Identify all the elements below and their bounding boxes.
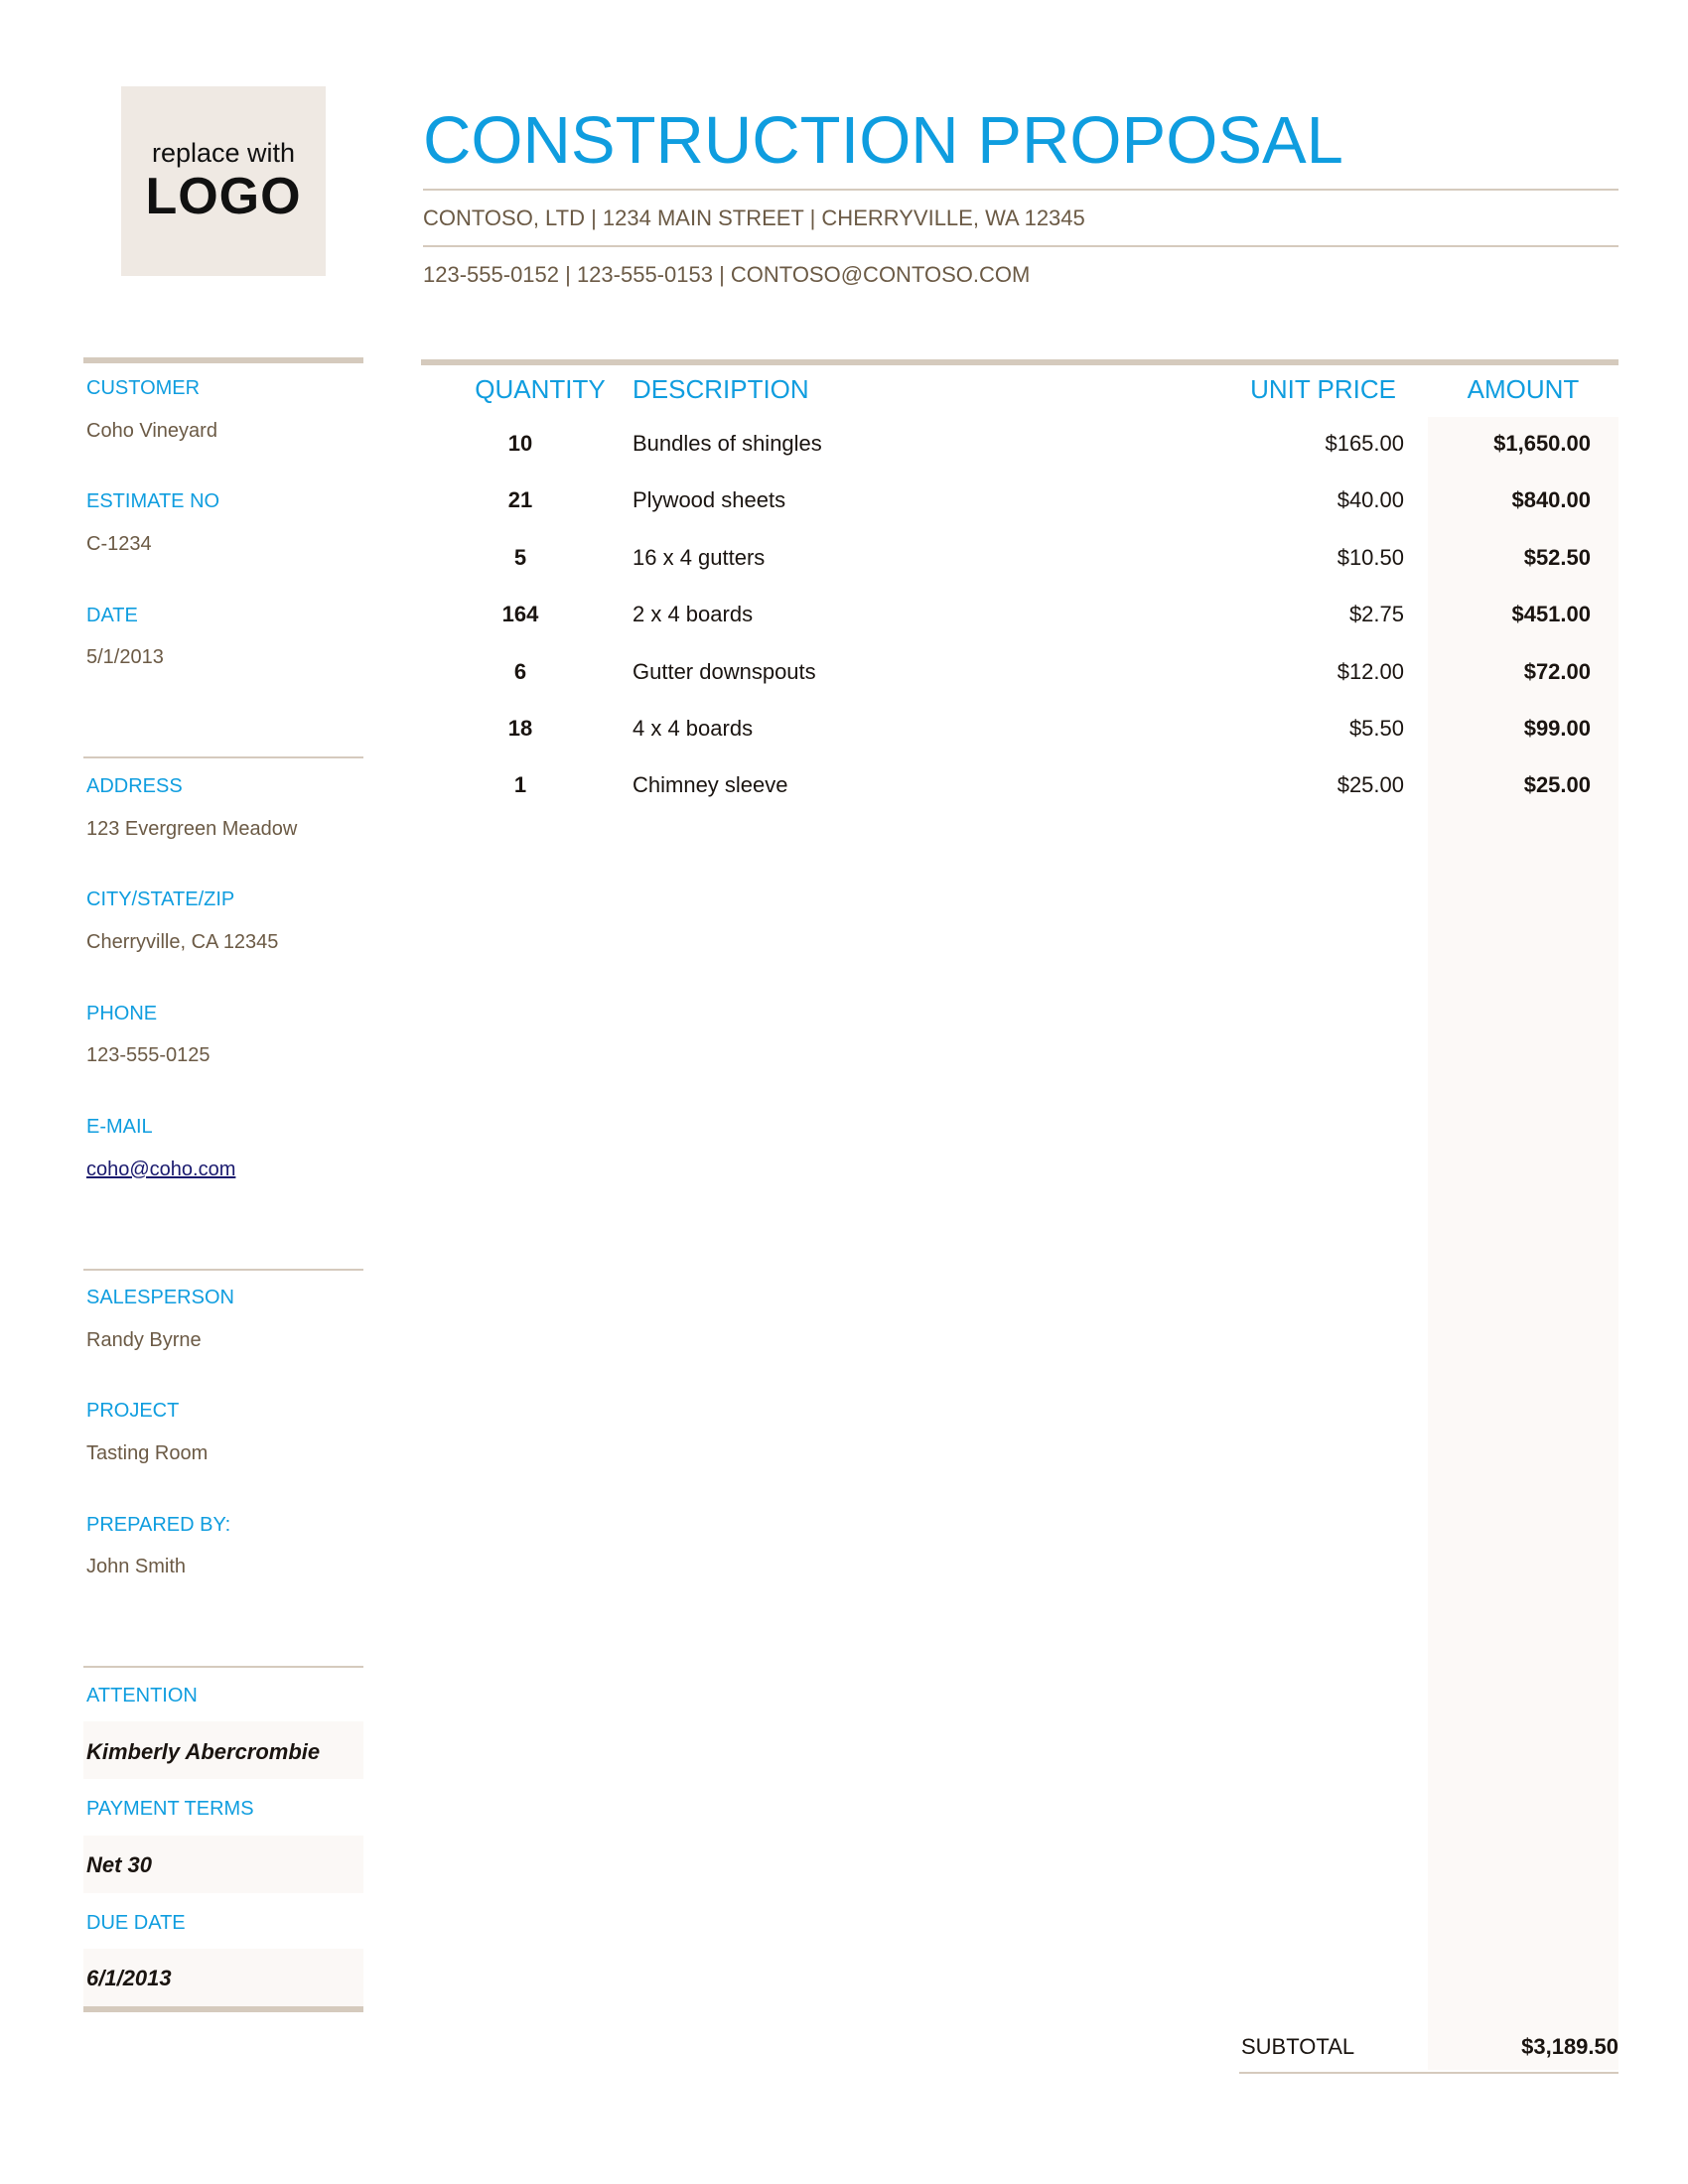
quantity-cell: 164 — [501, 602, 539, 627]
unit-price-cell: $2.75 — [1348, 602, 1404, 627]
unit-price-cell: $12.00 — [1336, 658, 1404, 684]
table-row — [421, 702, 1618, 759]
attention-value: Kimberly Abercrombie — [86, 1739, 321, 1764]
table-row — [421, 474, 1618, 531]
table-top-rule — [421, 359, 1618, 365]
logo-placeholder — [121, 86, 326, 276]
description-cell: 2 x 4 boards — [633, 602, 754, 627]
description-cell: Bundles of shingles — [633, 431, 822, 456]
table-row — [421, 417, 1618, 475]
amount-cell: $52.50 — [1523, 544, 1591, 570]
amount-cell: $840.00 — [1511, 487, 1591, 513]
table-row — [421, 531, 1618, 589]
due-date-value: 6/1/2013 — [86, 1966, 172, 1990]
payment-terms-value: Net 30 — [86, 1852, 153, 1877]
company-address: CONTOSO, LTD | 1234 MAIN STREET | CHERRYVILLE, WA 12345 — [423, 205, 1085, 230]
project-value: Tasting Room — [86, 1442, 209, 1464]
unit-price-header: UNIT PRICE — [1250, 374, 1396, 404]
header-divider — [423, 245, 1618, 247]
amount-header: AMOUNT — [1467, 374, 1580, 404]
unit-price-cell: $5.50 — [1348, 716, 1404, 741]
sidebar-divider — [83, 756, 363, 758]
attention-label: ATTENTION — [86, 1685, 198, 1706]
quantity-cell: 1 — [513, 772, 527, 798]
unit-price-cell: $40.00 — [1336, 487, 1404, 513]
unit-price-cell: $25.00 — [1336, 772, 1404, 798]
subtotal-rule — [1239, 2072, 1618, 2074]
salesperson-value: Randy Byrne — [86, 1329, 202, 1351]
email-label: E-MAIL — [86, 1116, 153, 1138]
logo-text: LOGO — [145, 167, 302, 225]
quantity-header: QUANTITY — [475, 374, 606, 404]
page-title: CONSTRUCTION PROPOSAL — [423, 103, 1343, 178]
customer-value: Coho Vineyard — [86, 420, 217, 442]
phone-value: 123-555-0125 — [86, 1044, 211, 1066]
quantity-cell: 6 — [513, 658, 527, 684]
description-cell: Chimney sleeve — [633, 772, 788, 798]
phone-label: PHONE — [86, 1003, 158, 1024]
salesperson-label: SALESPERSON — [86, 1287, 234, 1308]
quantity-cell: 21 — [507, 487, 533, 513]
estimate-value: C-1234 — [86, 533, 152, 555]
table-row — [421, 588, 1618, 645]
prepared-by-value: John Smith — [86, 1556, 187, 1577]
subtotal-label: SUBTOTAL — [1241, 2034, 1355, 2059]
city-value: Cherryville, CA 12345 — [86, 931, 279, 953]
address-label: ADDRESS — [86, 775, 183, 797]
logo-caption: replace with — [151, 137, 296, 168]
description-header: DESCRIPTION — [633, 374, 809, 404]
quantity-cell: 10 — [507, 431, 533, 456]
unit-price-cell: $165.00 — [1325, 431, 1404, 456]
amount-cell: $72.00 — [1523, 658, 1591, 684]
amount-cell: $451.00 — [1511, 602, 1591, 627]
sidebar-bottom-rule — [83, 2006, 363, 2012]
amount-cell: $99.00 — [1523, 716, 1591, 741]
description-cell: 16 x 4 gutters — [633, 544, 766, 570]
email-link[interactable]: coho@coho.com — [86, 1159, 236, 1180]
city-label: CITY/STATE/ZIP — [86, 888, 235, 910]
table-row — [421, 645, 1618, 703]
subtotal-value: $3,189.50 — [1521, 2034, 1618, 2059]
sidebar-divider — [83, 1666, 363, 1668]
date-label: DATE — [86, 605, 138, 626]
header-divider — [423, 189, 1618, 191]
unit-price-cell: $10.50 — [1336, 544, 1404, 570]
quantity-cell: 5 — [513, 544, 527, 570]
company-contact: 123-555-0152 | 123-555-0153 | CONTOSO@CONTOSO.COM — [423, 262, 1031, 287]
sidebar-divider — [83, 1269, 363, 1271]
amount-cell: $1,650.00 — [1493, 431, 1591, 456]
sidebar-top-rule — [83, 357, 363, 363]
description-cell: Plywood sheets — [633, 487, 786, 513]
table-row — [421, 758, 1618, 816]
due-date-label: DUE DATE — [86, 1912, 186, 1934]
amount-cell: $25.00 — [1523, 772, 1591, 798]
date-value: 5/1/2013 — [86, 646, 164, 668]
customer-label: CUSTOMER — [86, 377, 201, 399]
prepared-by-label: PREPARED BY: — [86, 1514, 231, 1536]
description-cell: Gutter downspouts — [633, 658, 816, 684]
address-value: 123 Evergreen Meadow — [86, 818, 298, 840]
quantity-cell: 18 — [507, 716, 533, 741]
description-cell: 4 x 4 boards — [633, 716, 754, 741]
payment-terms-label: PAYMENT TERMS — [86, 1798, 254, 1820]
estimate-label: ESTIMATE NO — [86, 490, 220, 512]
project-label: PROJECT — [86, 1400, 180, 1422]
